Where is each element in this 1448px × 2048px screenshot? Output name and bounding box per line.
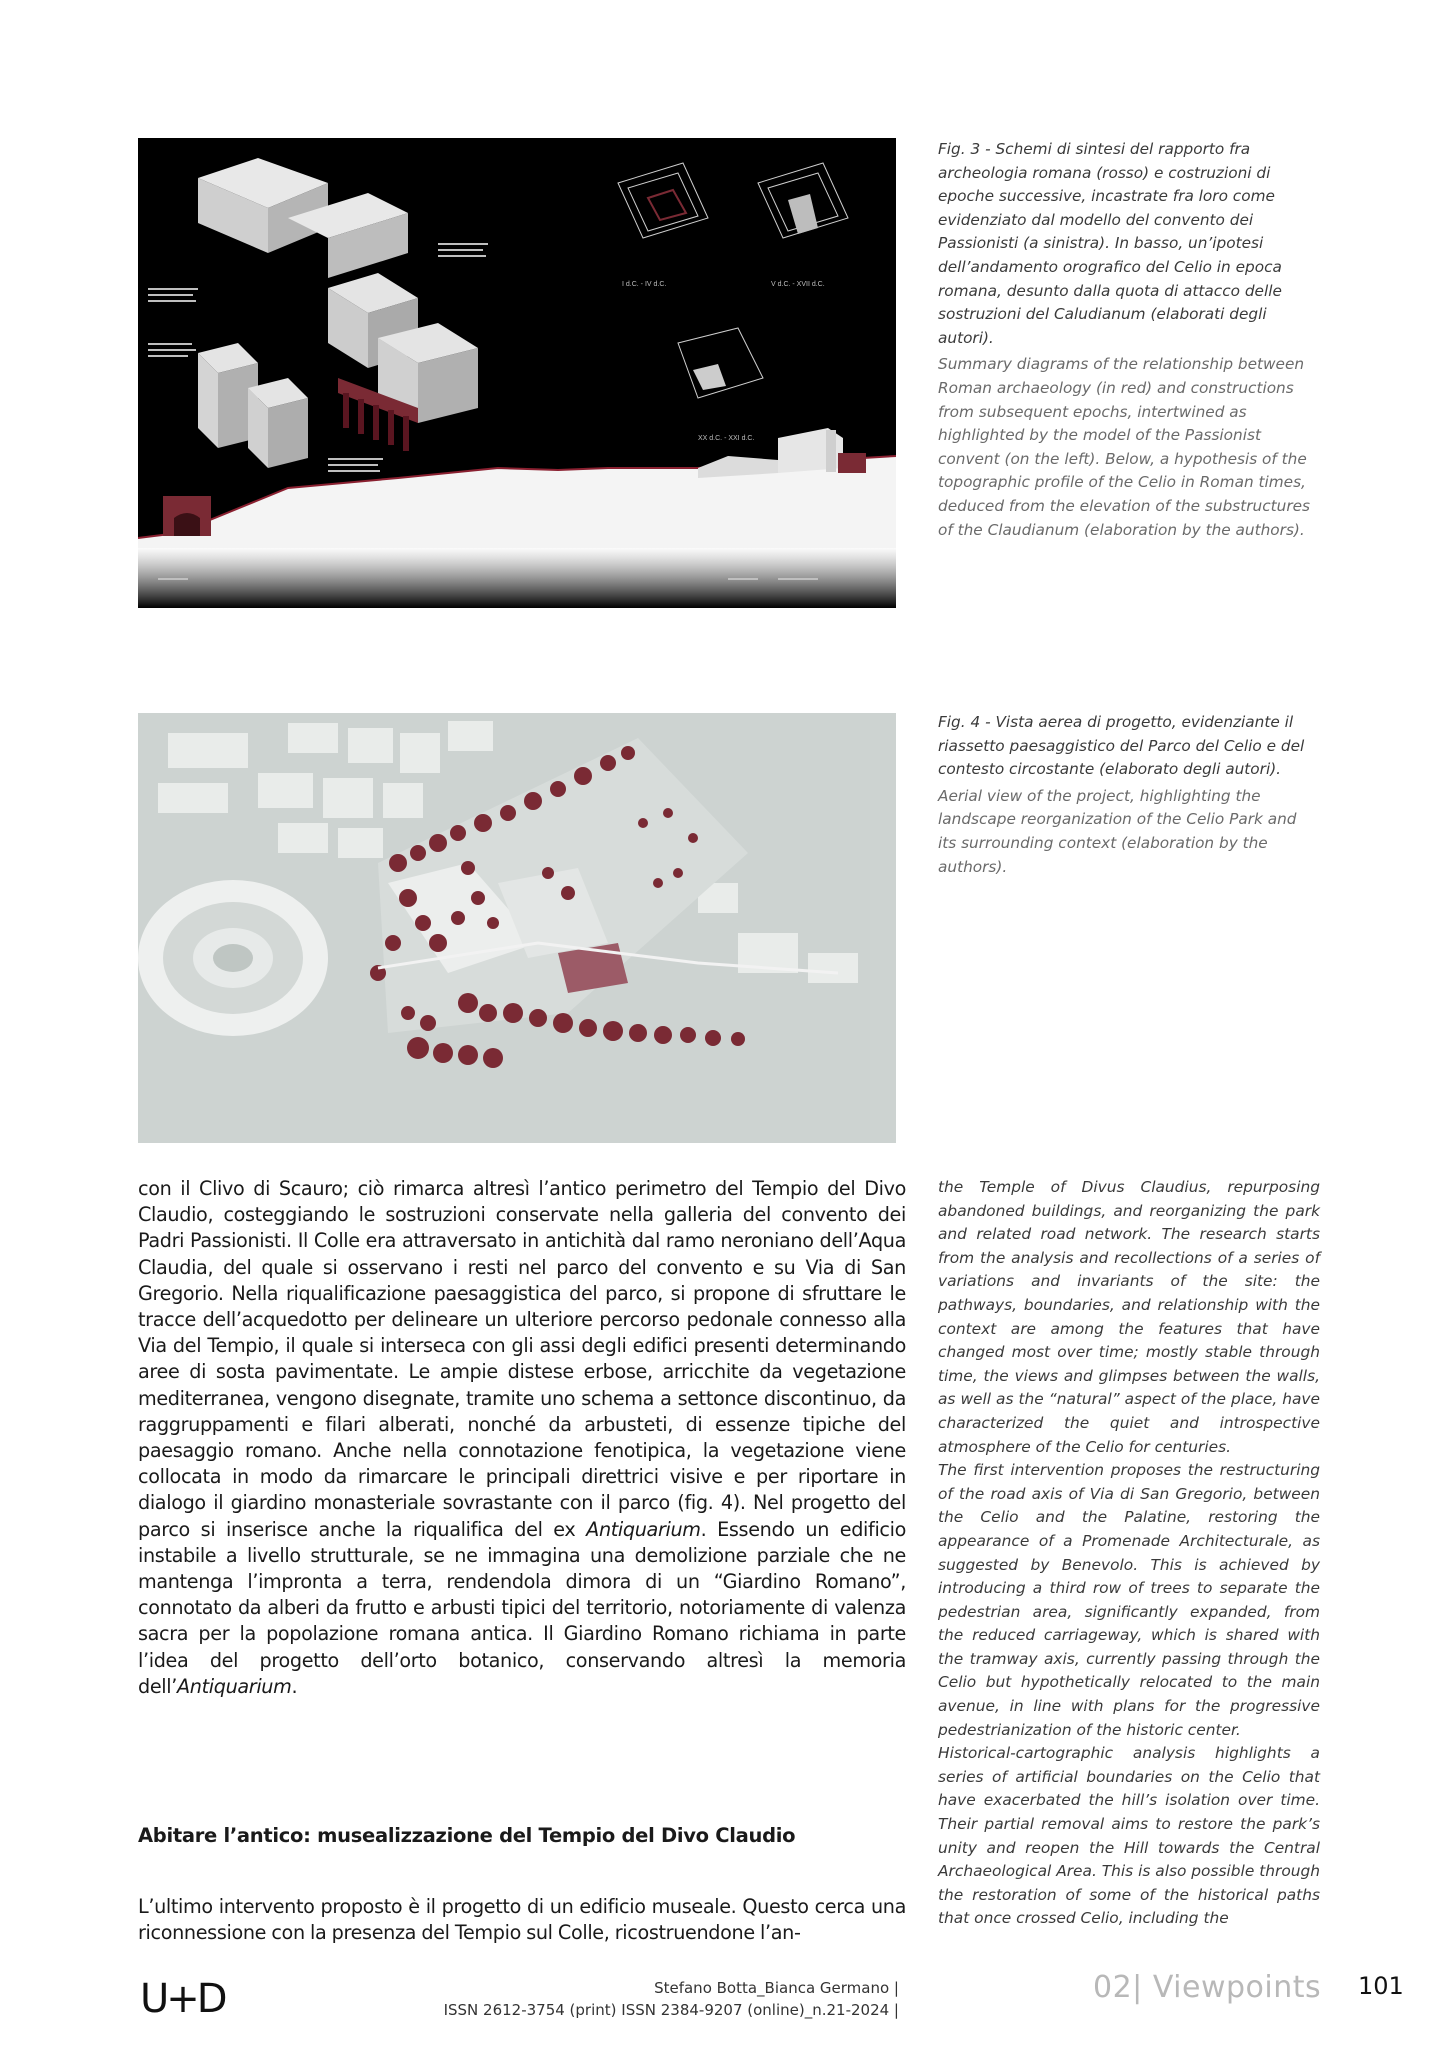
period-label-3: XX d.C. - XXI d.C.: [698, 435, 755, 442]
footer-metadata: [444, 1977, 899, 2021]
figure-4-caption-italian: Fig. 4 - Vista aerea di progetto, evidenziante il riassetto paesaggistico del Parco del Celio e del contesto circostante (elaborato degli autori).: [938, 713, 1305, 779]
english-column: [938, 1176, 1320, 1931]
period-label-2: V d.C. - XVII d.C.: [771, 281, 825, 288]
section-paragraph: L’ultimo intervento proposto è il progetto di un edificio museale. Questo cerca una riconnessione con la presenza del Tempio sul Colle, ricostruendone l’an-: [138, 1895, 906, 1945]
figure-3-diagram: [138, 138, 896, 608]
figure-3-caption: [938, 138, 1318, 542]
page-number: 101: [1358, 1972, 1404, 2000]
english-paragraph-3: Historical-cartographic analysis highlights a series of artificial boundaries on the Celio that have exacerbated the hill’s isolation over time. Their partial removal aims to restore the park’s unity and reopen the Hill towards the Central Archaeological Area. This is also possible through the restoration of some of the historical paths that once crossed Celio, including the: [938, 1744, 1321, 1928]
section-heading: Abitare l’antico: musealizzazione del Tempio del Divo Claudio: [138, 1824, 796, 1847]
paragraph-text-part-2: . Essendo un edificio instabile a livello strutturale, se ne immagina una demolizione parziale che ne mantenga l’impronta a terra, rendendola dimora di un “Giardino Romano”, connotato da alberi da frutto e arbusti tipici del territorio, notoriamente di valenza sacra per la popolazione romana antica. Il Giardino Romano richiama in parte l’idea del progetto dell’orto botanico, conservando altresì la memoria dell’: [138, 1517, 906, 1698]
period-label-1: I d.C. - IV d.C.: [622, 281, 667, 288]
figure-3-caption-english: Summary diagrams of the relationship between Roman archaeology (in red) and constructions from subsequent epochs, intertwined as highlighted by the model of the Passionist convent (on the left). Below, a hypothesis of the topographic profile of the Celio in Roman times, deduced from the elevation of the substructures of the Claudianum (elaboration by the authors).: [938, 355, 1311, 539]
main-paragraph: [138, 1176, 906, 1700]
figure-4-caption-english: Aerial view of the project, highlighting the landscape reorganization of the Celio Park and its surrounding context (elaboration by the authors).: [938, 786, 1297, 876]
figure-4-caption: [938, 711, 1318, 879]
footer-issn: ISSN 2612-3754 (print) ISSN 2384-9207 (online)_n.21-2024 |: [443, 2001, 899, 2019]
figure-4-graphic: [138, 713, 896, 1143]
section-name: 02| Viewpoints: [1093, 1970, 1322, 2005]
journal-logo: U+D: [140, 1976, 225, 2022]
figure-3-graphic: [138, 138, 896, 608]
figure-3-caption-italian: Fig. 3 - Schemi di sintesi del rapporto fra archeologia romana (rosso) e costruzioni di epoche successive, incastrate fra loro come evidenziato dal modello del convento dei Passionisti (a sinistra). In basso, un’ipotesi dell’andamento orografico del Celio in epoca romana, desunto dalla quota di attacco delle sostruzioni del Caludianum (elaborati degli autori).: [938, 140, 1282, 347]
figure-4-aerial-view: [138, 713, 896, 1143]
footer-authors: Stefano Botta_Bianca Germano |: [654, 1979, 899, 1997]
antiquarium-italic-1: Antiquarium: [586, 1517, 701, 1541]
paragraph-text-part-1: con il Clivo di Scauro; ciò rimarca altresì l’antico perimetro del Tempio del Divo Claudio, costeggiando le sostruzioni conservate nella galleria del convento dei Padri Passionisti. Il Colle era attraversato in antichità dal ramo neroniano dell’Aqua Claudia, del quale si osservano i resti nel parco del convento e su Via di San Gregorio. Nella riqualificazione paesaggistica del parco, si propone di sfruttare le tracce dell’acquedotto per delineare un ulteriore percorso pedonale connesso alla Via del Tempio, il quale si interseca con gli assi degli edifici presenti determinando aree di sosta pavimentate. Le ampie distese erbose, arricchite da vegetazione mediterranea, vengono disegnate, tramite uno schema a settonce discontinuo, da raggruppamenti e filari alberati, nonché da arbusteti, di essenze tipiche del paesaggio romano. Anche nella connotazione fenotipica, la vegetazione viene collocata in modo da rimarcare le principali direttrici visive e per riportare in dialogo il giardino monasteriale sovrastante con il parco (fig. 4). Nel progetto del parco si inserisce anche la riqualifica del ex: [138, 1177, 906, 1541]
main-body-text: [138, 1176, 906, 1700]
english-paragraph-2: The first intervention proposes the restructuring of the road axis of Via di San Gregorio, between the Celio and the Palatine, restoring the appearance of a Promenade Architecturale, as suggested by Benevolo. This is achieved by introducing a third row of trees to separate the pedestrian area, significantly expanded, from the reduced carriageway, which is shared with the tramway axis, currently passing through the Celio but hypothetically relocated to the main avenue, in line with plans for the progressive pedestrianization of the historic center.: [938, 1461, 1320, 1739]
antiquarium-italic-2: Antiquarium: [177, 1674, 292, 1698]
paragraph-text-part-3: .: [291, 1674, 298, 1698]
english-paragraph-1: the Temple of Divus Claudius, repurposing abandoned buildings, and reorganizing the park and related road network. The research starts from the analysis and recollections of a series of variations and invariants of the site: the pathways, boundaries, and relationship with the context are among the features that have changed most over time; mostly stable through time, the views and glimpses between the walls, as well as the “natural” aspect of the place, have characterized the quiet and introspective atmosphere of the Celio for centuries.: [938, 1178, 1320, 1456]
